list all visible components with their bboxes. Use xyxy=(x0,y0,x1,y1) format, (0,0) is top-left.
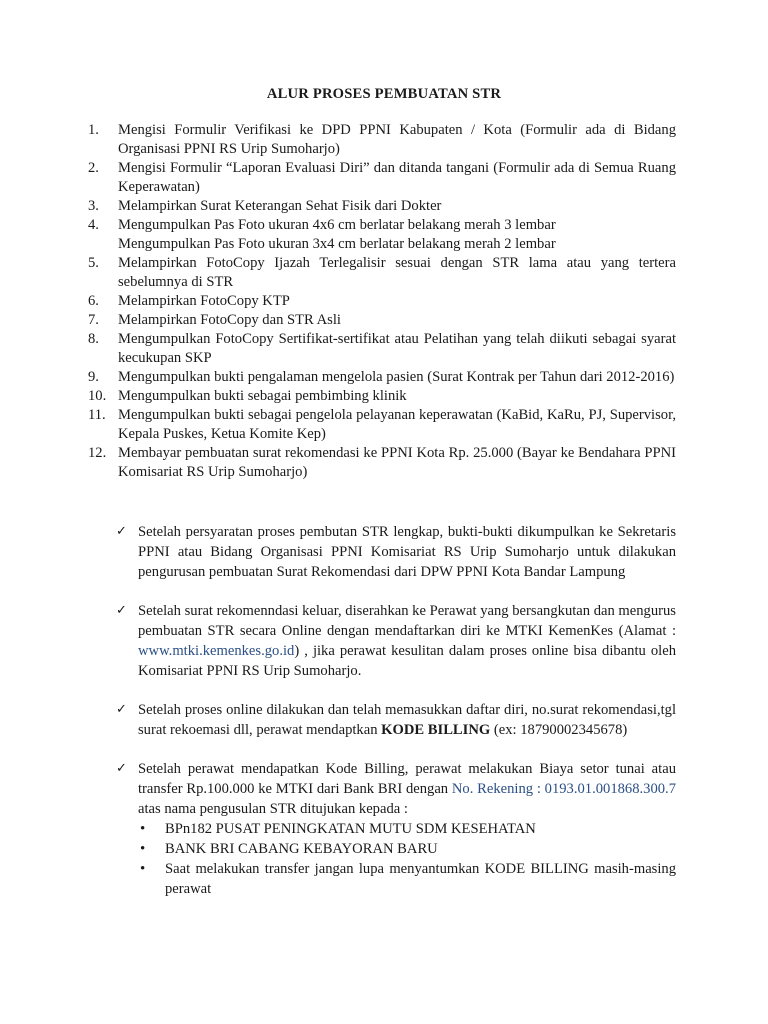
item-text: Mengumpulkan bukti sebagai pengelola pelayanan keperawatan (KaBid, KaRu, PJ, Supervisor, Kepala Puskes, Ketua Komite Kep) xyxy=(118,407,676,442)
item-text: Melampirkan FotoCopy dan STR Asli xyxy=(118,312,341,328)
list-item xyxy=(88,368,676,387)
list-item xyxy=(88,387,676,406)
item-number: 2. xyxy=(88,160,99,176)
item-number: 9. xyxy=(88,369,99,385)
bullet-list xyxy=(138,819,676,899)
list-item xyxy=(88,216,676,254)
note-text: (ex: 18790002345678) xyxy=(490,722,628,738)
item-text: Membayar pembuatan surat rekomendasi ke PPNI Kota Rp. 25.000 (Bayar ke Bendahara PPNI Komisariat RS Urip Sumoharjo) xyxy=(118,445,676,480)
note-text: atas nama pengusulan STR ditujukan kepada : xyxy=(138,801,408,817)
list-item xyxy=(88,406,676,444)
list-item xyxy=(88,159,676,197)
note-item xyxy=(116,522,676,582)
note-text: Setelah persyaratan proses pembutan STR lengkap, bukti-bukti dikumpulkan ke Sekretaris PPNI atau Bidang Organisasi PPNI Komisariat RS Urip Sumoharjo untuk dilakukan pengurusan pembuatan Surat Rekomendasi dari DPW PPNI Kota Bandar Lampung xyxy=(138,524,676,580)
item-number: 11. xyxy=(88,407,106,423)
note-item xyxy=(116,601,676,681)
item-number: 1. xyxy=(88,122,99,138)
bullet-icon: • xyxy=(140,841,146,857)
notes-list xyxy=(116,522,676,899)
item-text: Melampirkan FotoCopy KTP xyxy=(118,293,290,309)
bullet-item xyxy=(138,859,676,899)
list-item xyxy=(88,121,676,159)
item-text: Mengumpulkan bukti pengalaman mengelola pasien (Surat Kontrak per Tahun dari 2012-2016) xyxy=(118,369,675,385)
list-item xyxy=(88,292,676,311)
bullet-text: BPn182 PUSAT PENINGKATAN MUTU SDM KESEHATAN xyxy=(165,821,536,837)
list-item xyxy=(88,197,676,216)
item-number: 4. xyxy=(88,217,99,233)
item-text: Mengumpulkan Pas Foto ukuran 4x6 cm berlatar belakang merah 3 lembar xyxy=(118,217,556,233)
item-number: 5. xyxy=(88,255,99,271)
checkmark-icon: ✓ xyxy=(116,702,127,717)
item-text: Mengisi Formulir Verifikasi ke DPD PPNI Kabupaten / Kota (Formulir ada di Bidang Organisasi PPNI RS Urip Sumoharjo) xyxy=(118,122,676,157)
item-text: Melampirkan Surat Keterangan Sehat Fisik dari Dokter xyxy=(118,198,442,214)
checkmark-icon: ✓ xyxy=(116,524,127,539)
mtki-link[interactable]: www.mtki.kemenkes.go.id xyxy=(138,643,295,659)
item-number: 7. xyxy=(88,312,99,328)
steps-list xyxy=(88,121,676,482)
kode-billing-label: KODE BILLING xyxy=(381,722,491,738)
list-item xyxy=(88,330,676,368)
bullet-item xyxy=(138,819,676,839)
item-number: 8. xyxy=(88,331,99,347)
checkmark-icon: ✓ xyxy=(116,603,127,618)
item-number: 3. xyxy=(88,198,99,214)
bullet-item xyxy=(138,839,676,859)
bullet-text: BANK BRI CABANG KEBAYORAN BARU xyxy=(165,841,438,857)
bullet-icon: • xyxy=(140,861,146,877)
note-text: Setelah surat rekomenndasi keluar, diserahkan ke Perawat yang bersangkutan dan mengurus pembuatan STR secara Online dengan mendaftarkan diri ke MTKI KemenKes (Alamat : xyxy=(138,603,676,639)
item-text: Melampirkan FotoCopy Ijazah Terlegalisir sesuai dengan STR lama atau yang tertera sebelumnya di STR xyxy=(118,255,676,290)
list-item xyxy=(88,444,676,482)
list-item xyxy=(88,254,676,292)
note-item xyxy=(116,700,676,740)
account-number-link: No. Rekening : 0193.01.001868.300.7 xyxy=(451,781,677,797)
item-number: 6. xyxy=(88,293,99,309)
bullet-icon: • xyxy=(140,821,146,837)
note-text: ) , jika perawat kesulitan dalam proses online bisa dibantu oleh Komisariat PPNI RS Urip Sumoharjo. xyxy=(138,643,676,679)
item-text: Mengumpulkan FotoCopy Sertifikat-sertifikat atau Pelatihan yang telah diikuti sebagai syarat kecukupan SKP xyxy=(118,331,676,366)
item-text: Mengumpulkan bukti sebagai pembimbing klinik xyxy=(118,388,407,404)
note-text: Setelah perawat mendapatkan Kode Billing, perawat melakukan Biaya setor tunai atau transfer Rp.100.000 ke MTKI dari Bank BRI dengan xyxy=(138,761,676,797)
note-text: Setelah proses online dilakukan dan telah memasukkan daftar diri, no.surat rekomendasi,tgl surat rekoemasi dll, perawat mendaptkan xyxy=(138,702,676,738)
document-title: ALUR PROSES PEMBUATAN STR xyxy=(266,86,502,102)
item-text: Mengisi Formulir “Laporan Evaluasi Diri” dan ditanda tangani (Formulir ada di Semua Ruang Keperawatan) xyxy=(118,160,676,195)
item-number: 10. xyxy=(88,388,107,404)
bullet-text: Saat melakukan transfer jangan lupa menyantumkan KODE BILLING masih-masing perawat xyxy=(165,861,676,897)
item-number: 12. xyxy=(88,445,107,461)
checkmark-icon: ✓ xyxy=(116,761,127,776)
list-item xyxy=(88,311,676,330)
item-text-2: Mengumpulkan Pas Foto ukuran 3x4 cm berlatar belakang merah 2 lembar xyxy=(118,236,556,252)
note-item xyxy=(116,759,676,899)
